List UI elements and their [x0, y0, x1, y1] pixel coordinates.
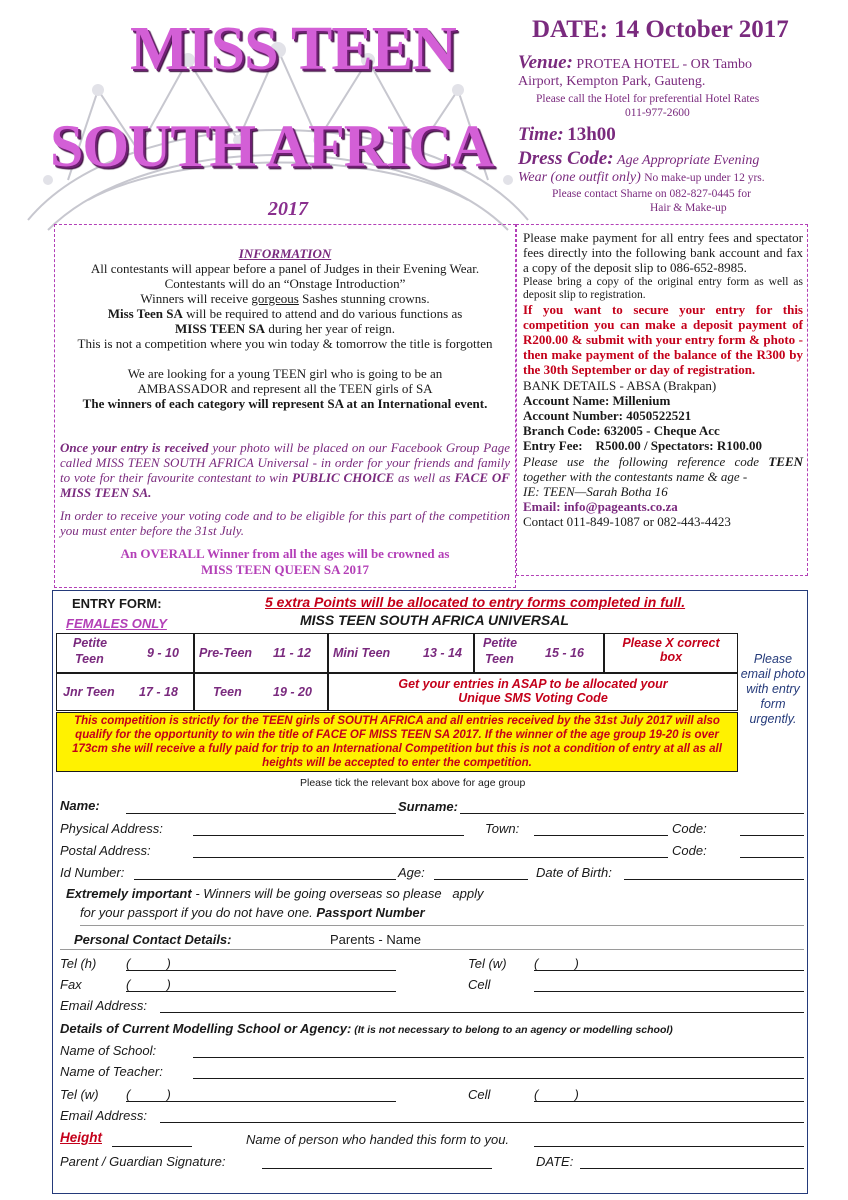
passport-label: Passport Number — [316, 905, 425, 920]
surname-field[interactable] — [460, 813, 804, 814]
modelling-bold: Details of Current Modelling School or Agency: — [60, 1021, 352, 1036]
extra-points: 5 extra Points will be allocated to entry forms completed in full. — [265, 594, 686, 610]
cat-petite-ages: 9 - 10 — [147, 646, 179, 660]
information-center — [56, 246, 514, 411]
sms-line1: Get your entries in ASAP to be allocated your — [398, 677, 668, 691]
height-label: Height — [60, 1130, 102, 1145]
tick-note: Please tick the relevant box above for age group — [300, 777, 526, 789]
entry-fee: Entry Fee: R500.00 / Spectators: R100.00 — [523, 438, 763, 454]
overall-line2: MISS TEEN QUEEN SA 2017 — [200, 562, 370, 577]
contact-line: Contact 011-849-1087 or 082-443-4423 — [523, 514, 731, 530]
age-field[interactable] — [434, 879, 528, 880]
info-line5b: during her year of reign. — [265, 321, 396, 336]
title-line2: SOUTH AFRICA — [50, 113, 494, 179]
event-date: DATE: 14 October 2017 — [532, 16, 789, 43]
sms-line2: Unique SMS Voting Code — [458, 691, 608, 705]
email-address-field[interactable] — [160, 1012, 804, 1013]
school-tel-paren: ( ) — [126, 1087, 171, 1102]
x-correct-box — [604, 633, 738, 673]
dress-small: No make-up under 12 yrs. — [644, 172, 765, 184]
information-heading: INFORMATION — [238, 246, 332, 261]
cat-teen-label: Teen — [213, 685, 242, 699]
reference-example: IE: TEEN—Sarah Botha 16 — [523, 484, 668, 500]
id-number-field[interactable] — [134, 879, 396, 880]
parents-name-label: Parents - Name — [330, 932, 422, 947]
info-line4b: will be required to attend and do various functions as — [182, 306, 463, 321]
cat-petite-label-b: Teen — [75, 652, 104, 666]
email-link[interactable]: info@pageants.co.za — [563, 499, 678, 515]
venue-label: Venue: — [518, 52, 573, 73]
id-number-label: Id Number: — [60, 865, 125, 880]
cat-petite2-label-b: Teen — [485, 652, 514, 666]
branch-code: Branch Code: 632005 - Cheque Acc — [523, 423, 720, 439]
important-line2 — [80, 905, 425, 920]
facebook-text: your photo will be placed on our Facebook Group Page called MISS TEEN SOUTH AFRICA Universal - in order for your friends and family to vote for their favourite contestant to win — [60, 440, 511, 485]
handed-field[interactable] — [534, 1146, 804, 1147]
school-cell-field[interactable] — [534, 1101, 804, 1102]
venue-line — [518, 52, 752, 74]
hotel-phone: 011-977-2600 — [625, 107, 690, 119]
physical-address-field[interactable] — [193, 835, 464, 836]
entry-received: Once your entry is received — [60, 440, 209, 455]
cat-petite2-ages: 15 - 16 — [545, 646, 584, 660]
cat-teen[interactable] — [194, 673, 328, 711]
tel-w-field[interactable] — [534, 970, 804, 971]
height-field[interactable] — [112, 1146, 192, 1147]
x-box-line1: Please X correct — [622, 636, 720, 650]
school-label: Name of School: — [60, 1043, 157, 1058]
info-line3c: Sashes stunning crowns. — [298, 291, 430, 306]
x-box-line2: box — [659, 650, 683, 664]
cat-mini-ages: 13 - 14 — [423, 646, 462, 660]
as-well-as: as well as — [394, 470, 455, 485]
dress-line — [518, 148, 759, 170]
cat-preteen-ages: 11 - 12 — [273, 646, 311, 660]
code-field[interactable] — [740, 835, 804, 836]
fax-field[interactable] — [126, 991, 396, 992]
competition-notice: This competition is strictly for the TEEN girls of SOUTH AFRICA and all entries received by the 31st July 2017 will also qualify for the opportunity to win the title of FACE OF MISS TEEN SA 2017. If the winner of the age group 19-20 is over 173cm she will receive a fully paid for trip to an International Competition but this is not a condition of entry at all as all heights will be accepted to enter the competition. — [56, 712, 738, 772]
payment-text — [523, 230, 803, 530]
cat-teen-ages: 19 - 20 — [273, 685, 312, 699]
info-line1: All contestants will appear before a panel of Judges in their Evening Wear. — [90, 261, 480, 276]
fax-label: Fax — [60, 977, 82, 992]
account-number: Account Number: 4050522521 — [523, 408, 692, 424]
info-line5 — [56, 321, 514, 336]
cat-petite2-label-a: Petite — [483, 636, 518, 650]
face-of-miss-teen: FACE OF MISS TEEN SA. — [60, 470, 510, 500]
cat-petite-label-a: Petite — [73, 636, 108, 650]
voting-paragraph: In order to receive your voting code and to be eligible for this part of the competition you must enter before the 31st July. — [60, 508, 510, 538]
dress-text2: Wear (one outfit only) — [518, 170, 641, 185]
teacher-field[interactable] — [193, 1078, 804, 1079]
info-line6: This is not a competition where you win today & tomorrow the title is forgotten — [77, 336, 493, 351]
hotel-note: Please call the Hotel for preferential Hotel Rates — [536, 93, 760, 105]
school-email-field[interactable] — [160, 1122, 804, 1123]
school-cell-label: Cell — [468, 1087, 491, 1102]
important-text1: - Winners will be going overseas so please apply — [191, 886, 484, 901]
important-text2: for your passport if you do not have one. — [80, 905, 317, 920]
passport-field[interactable] — [80, 925, 804, 926]
venue-text2: Airport, Kempton Park, Gauteng. — [518, 74, 706, 89]
facebook-paragraph — [60, 440, 510, 500]
code-label: Code: — [672, 821, 707, 836]
bank-details: BANK DETAILS - ABSA (Brakpan) — [523, 377, 717, 393]
postal-code-field[interactable] — [740, 857, 804, 858]
cell-label: Cell — [468, 977, 491, 992]
tel-h-label: Tel (h) — [60, 956, 97, 971]
email-address-label: Email Address: — [60, 998, 147, 1013]
event-year: 2017 — [268, 198, 308, 220]
dress-line2 — [518, 170, 765, 186]
cat-jnr-label: Jnr Teen — [63, 685, 115, 699]
school-cell-paren: ( ) — [534, 1087, 579, 1102]
cat-pre-teen[interactable] — [194, 633, 328, 673]
info-line4a: Miss Teen SA — [107, 306, 183, 321]
modelling-small: (It is not necessary to belong to an agency or modelling school) — [351, 1024, 673, 1036]
info-line3 — [56, 291, 514, 306]
reference-note — [523, 454, 803, 484]
email-line — [523, 499, 803, 514]
age-label: Age: — [398, 865, 425, 880]
info-line4 — [56, 306, 514, 321]
school-email-label: Email Address: — [60, 1108, 147, 1123]
handed-label: Name of person who handed this form to you. — [246, 1132, 510, 1147]
postal-code-label: Code: — [672, 843, 707, 858]
school-tel-field[interactable] — [126, 1101, 396, 1102]
hair-note2: Hair & Make-up — [650, 202, 727, 214]
important-line1 — [66, 886, 484, 901]
email-label: Email: — [523, 499, 564, 515]
dress-text1: Age Appropriate Evening — [617, 153, 760, 168]
email-photo-note: Please email photo with entry form urgently. — [740, 652, 806, 726]
info-line7: We are looking for a young TEEN girl who is going to be an — [127, 366, 443, 381]
hair-note1: Please contact Sharne on 082-827-0445 for — [552, 188, 751, 200]
signature-date-field[interactable] — [580, 1168, 804, 1169]
town-field[interactable] — [534, 835, 668, 836]
venue-text: PROTEA HOTEL - OR Tambo — [576, 57, 752, 72]
teacher-label: Name of Teacher: — [60, 1064, 163, 1079]
parents-name-field[interactable] — [60, 949, 804, 950]
modelling-heading — [60, 1021, 673, 1036]
ref-code: TEEN — [768, 453, 803, 469]
important-bold: Extremely important — [66, 886, 192, 901]
signature-date-label: DATE: — [536, 1154, 574, 1169]
tel-h-field[interactable] — [126, 970, 396, 971]
account-name: Account Name: Millenium — [523, 392, 671, 408]
postal-address-label: Postal Address: — [60, 843, 151, 858]
personal-contact-label: Personal Contact Details: — [74, 932, 232, 947]
info-line5a: MISS TEEN SA — [174, 321, 266, 336]
females-only: FEMALES ONLY — [66, 616, 167, 631]
fax-paren: ( ) — [126, 977, 171, 992]
dob-field[interactable] — [624, 879, 804, 880]
cat-mini-teen[interactable] — [328, 633, 474, 673]
cat-jnr-teen[interactable] — [56, 673, 194, 711]
dress-label: Dress Code: — [518, 148, 614, 169]
dob-label: Date of Birth: — [536, 865, 612, 880]
time-label: Time: — [518, 124, 564, 145]
school-tel-w-label: Tel (w) — [60, 1087, 99, 1102]
cat-petite-teen[interactable] — [56, 633, 194, 673]
postal-address-field[interactable] — [193, 857, 668, 858]
cat-petite-teen-2[interactable] — [474, 633, 604, 673]
parent-signature-field[interactable] — [262, 1168, 492, 1169]
form-title: MISS TEEN SOUTH AFRICA UNIVERSAL — [300, 612, 569, 628]
public-choice: PUBLIC CHOICE — [291, 470, 395, 485]
entry-form-label: ENTRY FORM: — [72, 596, 162, 611]
info-line3a: Winners will receive — [140, 291, 252, 306]
cell-field[interactable] — [534, 991, 804, 992]
deposit-paragraph: If you want to secure your entry for this competition you can make a deposit payment of R200.00 & submit with your entry form & photo - then make payment of the balance of the R300 by the 30th September or day of registration. — [523, 301, 803, 378]
info-line2: Contestants will do an “Onstage Introduction” — [164, 276, 406, 291]
tel-w-label: Tel (w) — [468, 956, 507, 971]
payment-p1b: Please bring a copy of the original entry form as well as deposit slip to registration. — [523, 275, 803, 301]
cat-jnr-ages: 17 - 18 — [139, 685, 178, 699]
time-line — [518, 124, 616, 146]
tel-w-paren: ( ) — [534, 956, 579, 971]
town-label: Town: — [485, 821, 520, 836]
school-field[interactable] — [193, 1057, 804, 1058]
ref-text2: together with the contestants name & age - — [523, 468, 748, 484]
title-line1: MISS TEEN — [130, 15, 456, 83]
name-label: Name: — [60, 798, 100, 813]
name-field[interactable] — [126, 813, 396, 814]
sms-note-box — [328, 673, 738, 711]
parent-signature-label: Parent / Guardian Signature: — [60, 1154, 226, 1169]
ref-text1: Please use the following reference code — [523, 453, 769, 469]
info-line9: The winners of each category will represent SA at an International event. — [82, 396, 488, 411]
tel-h-paren: ( ) — [126, 956, 171, 971]
physical-address-label: Physical Address: — [60, 821, 163, 836]
info-line3b: gorgeous — [251, 291, 299, 306]
surname-label: Surname: — [398, 799, 458, 814]
cat-mini-label: Mini Teen — [333, 646, 391, 660]
time-value: 13h00 — [567, 124, 616, 145]
overall-line1: An OVERALL Winner from all the ages will be crowned as — [120, 546, 450, 561]
info-line8: AMBASSADOR and represent all the TEEN girls of SA — [137, 381, 433, 396]
payment-p1: Please make payment for all entry fees and spectator fees directly into the following bank account and fax a copy of the deposit slip to 086-652-8985. — [523, 230, 803, 276]
cat-preteen-label: Pre-Teen — [199, 646, 253, 660]
